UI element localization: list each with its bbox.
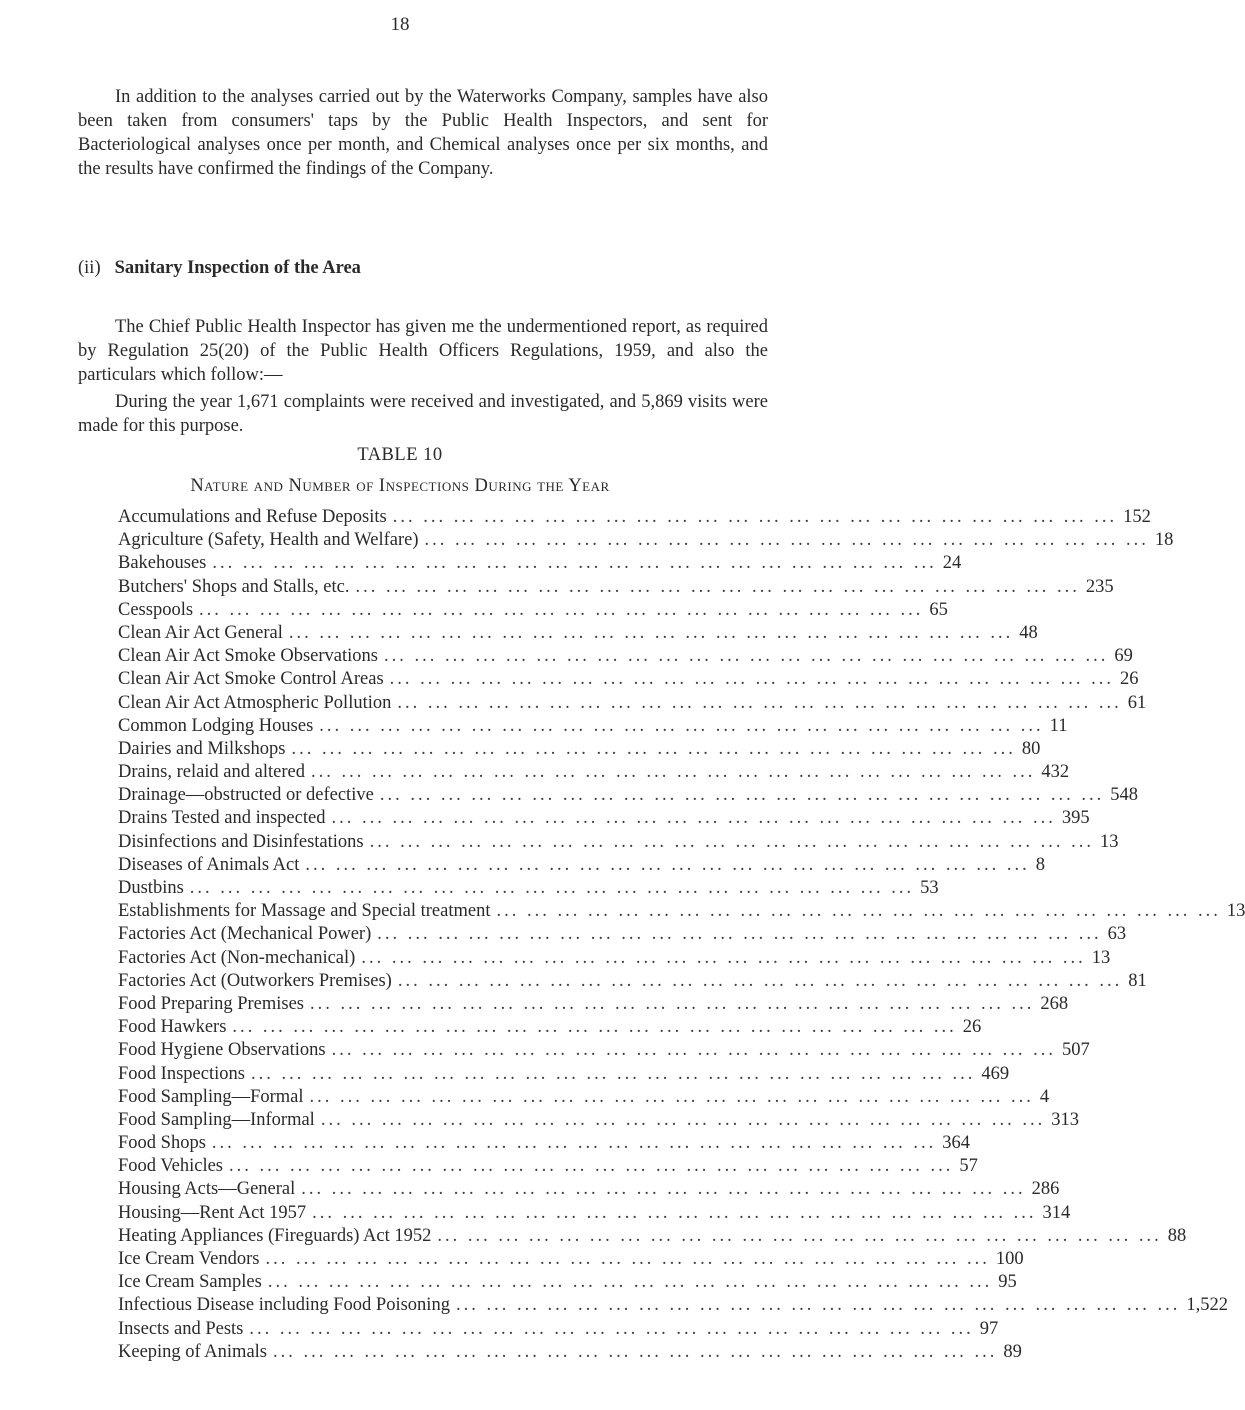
row-value: 63 bbox=[1107, 924, 1127, 945]
row-label: Clean Air Act Smoke Observations bbox=[118, 646, 378, 667]
dot-leader: ... ... ... ... ... ... ... ... ... ... ... ... ... ... ... ... ... ... ... ... ... ... ... ... bbox=[455, 1295, 1181, 1316]
dot-leader: ... ... ... ... ... ... ... ... ... ... ... ... ... ... ... ... ... ... ... ... ... ... ... ... bbox=[377, 924, 1102, 945]
complaints-paragraph: During the year 1,671 complaints were received and investigated, and 5,869 visits were made for this purpose. bbox=[78, 392, 768, 436]
inspections-table bbox=[118, 506, 1245, 1364]
table-row bbox=[118, 923, 1127, 946]
row-value: 268 bbox=[1040, 993, 1069, 1014]
table-row bbox=[118, 1063, 1010, 1086]
table-row bbox=[118, 1039, 1090, 1062]
table-row bbox=[118, 1109, 1079, 1132]
row-value: 81 bbox=[1128, 970, 1147, 991]
row-label: Bakehouses bbox=[118, 553, 207, 574]
table-row bbox=[118, 529, 1174, 552]
row-label: Establishments for Massage and Special treatment bbox=[118, 901, 491, 922]
table-row bbox=[118, 1341, 1022, 1364]
table-row bbox=[118, 1225, 1187, 1248]
row-label: Housing Acts—General bbox=[118, 1179, 296, 1200]
row-label: Heating Appliances (Fireguards) Act 1952 bbox=[118, 1225, 432, 1246]
row-value: 286 bbox=[1031, 1179, 1060, 1200]
row-value: 57 bbox=[959, 1156, 978, 1177]
dot-leader: ... ... ... ... ... ... ... ... ... ... ... ... ... ... ... ... ... ... ... ... ... ... ... ... bbox=[384, 646, 1109, 667]
row-label: Housing—Rent Act 1957 bbox=[118, 1202, 307, 1223]
row-label: Keeping of Animals bbox=[118, 1341, 268, 1362]
dot-leader: ... ... ... ... ... ... ... ... ... ... ... ... ... ... ... ... ... ... ... ... ... ... ... ... bbox=[249, 1318, 974, 1339]
dot-leader: ... ... ... ... ... ... ... ... ... ... ... ... ... ... ... ... ... ... ... ... ... ... ... ... bbox=[309, 1086, 1034, 1107]
row-label: Factories Act (Outworkers Premises) bbox=[118, 970, 392, 991]
dot-leader: ... ... ... ... ... ... ... ... ... ... ... ... ... ... ... ... ... ... ... ... ... ... ... ... bbox=[397, 692, 1122, 713]
dot-leader: ... ... ... ... ... ... ... ... ... ... ... ... ... ... ... ... ... ... ... ... ... ... ... ... bbox=[229, 1156, 954, 1177]
row-value: 507 bbox=[1061, 1040, 1090, 1061]
row-label: Clean Air Act General bbox=[118, 622, 283, 643]
dot-leader: ... ... ... ... ... ... ... ... ... ... ... ... ... ... ... ... ... ... ... ... ... ... ... ... bbox=[392, 507, 1118, 527]
dot-leader: ... ... ... ... ... ... ... ... ... ... ... ... ... ... ... ... ... ... ... ... ... ... ... ... bbox=[273, 1341, 998, 1362]
dot-leader: ... ... ... ... ... ... ... ... ... ... ... ... ... ... ... ... ... ... ... ... ... ... ... ... bbox=[189, 878, 915, 898]
row-value: 80 bbox=[1021, 738, 1041, 759]
table-row bbox=[118, 1202, 1071, 1225]
table-row bbox=[118, 1248, 1024, 1271]
dot-leader: ... ... ... ... ... ... ... ... ... ... ... ... ... ... ... ... ... ... ... ... ... ... ... ... bbox=[291, 738, 1016, 759]
table-row bbox=[118, 831, 1119, 854]
row-value: 24 bbox=[942, 553, 962, 574]
dot-leader: ... ... ... ... ... ... ... ... ... ... ... ... ... ... ... ... ... ... ... ... ... ... ... ... bbox=[232, 1017, 957, 1038]
table-row bbox=[118, 1155, 978, 1178]
row-label: Accumulations and Refuse Deposits bbox=[118, 507, 387, 527]
table-row bbox=[118, 947, 1111, 970]
dot-leader: ... ... ... ... ... ... ... ... ... ... ... ... ... ... ... ... ... ... ... ... ... ... ... ... bbox=[379, 785, 1105, 806]
intro-paragraph: In addition to the analyses carried out by the Waterworks Company, samples have also been taken from consumers' taps by the Public Health Inspectors, and sent for Bacteriological analyses once per month, and Chemical analyses once per six months, and the results have confirmed the findings of the Company. bbox=[78, 87, 768, 179]
row-value: 235 bbox=[1085, 576, 1114, 597]
dot-leader: ... ... ... ... ... ... ... ... ... ... ... ... ... ... ... ... ... ... ... ... ... ... ... ... bbox=[267, 1272, 993, 1293]
table-row bbox=[118, 1178, 1060, 1201]
row-label: Food Sampling—Informal bbox=[118, 1109, 315, 1130]
table-row bbox=[118, 506, 1151, 529]
row-label: Agriculture (Safety, Health and Welfare) bbox=[118, 530, 419, 551]
table-row bbox=[118, 1271, 1017, 1294]
table-row bbox=[118, 970, 1147, 993]
dot-leader: ... ... ... ... ... ... ... ... ... ... ... ... ... ... ... ... ... ... ... ... ... ... ... ... bbox=[369, 831, 1094, 852]
row-value: 88 bbox=[1167, 1225, 1187, 1246]
row-label: Ice Cream Samples bbox=[118, 1272, 262, 1293]
table-caption: Nature and Number of Inspections During the Year bbox=[190, 476, 610, 496]
row-label: Infectious Disease including Food Poisoning bbox=[118, 1295, 450, 1316]
row-label: Cesspools bbox=[118, 599, 194, 620]
row-value: 395 bbox=[1061, 808, 1090, 829]
row-value: 1,522 bbox=[1186, 1295, 1228, 1316]
row-value: 13 bbox=[1091, 947, 1111, 968]
row-label: Factories Act (Non-mechanical) bbox=[118, 947, 356, 968]
row-value: 61 bbox=[1127, 692, 1147, 713]
row-label: Drains Tested and inspected bbox=[118, 808, 326, 829]
table-row bbox=[118, 576, 1114, 599]
row-value: 364 bbox=[942, 1133, 971, 1154]
table-row bbox=[118, 715, 1068, 738]
row-label: Food Sampling—Formal bbox=[118, 1086, 304, 1107]
row-label: Dustbins bbox=[118, 878, 184, 898]
table-row bbox=[118, 784, 1138, 807]
dot-leader: ... ... ... ... ... ... ... ... ... ... ... ... ... ... ... ... ... ... ... ... ... ... ... ... bbox=[265, 1249, 990, 1269]
table-row bbox=[118, 1132, 971, 1155]
row-value: 26 bbox=[962, 1017, 982, 1038]
table-row bbox=[118, 854, 1046, 877]
row-value: 13 bbox=[1226, 901, 1245, 922]
row-value: 8 bbox=[1035, 854, 1046, 875]
dot-leader: ... ... ... ... ... ... ... ... ... ... ... ... ... ... ... ... ... ... ... ... ... ... ... ... bbox=[288, 622, 1014, 643]
row-label: Food Inspections bbox=[118, 1063, 245, 1084]
page-number: 18 bbox=[390, 14, 410, 35]
row-label: Food Hawkers bbox=[118, 1017, 227, 1038]
row-label: Common Lodging Houses bbox=[118, 715, 314, 736]
table-row bbox=[118, 645, 1133, 668]
table-row bbox=[118, 599, 948, 622]
section-heading bbox=[78, 258, 361, 279]
dot-leader: ... ... ... ... ... ... ... ... ... ... ... ... ... ... ... ... ... ... ... ... ... ... ... ... bbox=[310, 993, 1035, 1014]
row-value: 18 bbox=[1154, 530, 1174, 551]
row-label: Food Vehicles bbox=[118, 1156, 224, 1177]
row-value: 314 bbox=[1042, 1202, 1071, 1223]
table-title: TABLE 10 bbox=[357, 445, 443, 465]
dot-leader: ... ... ... ... ... ... ... ... ... ... ... ... ... ... ... ... ... ... ... ... ... ... ... ... bbox=[355, 576, 1080, 597]
row-label: Dairies and Milkshops bbox=[118, 738, 286, 759]
dot-leader: ... ... ... ... ... ... ... ... ... ... ... ... ... ... ... ... ... ... ... ... ... ... ... ... bbox=[211, 1133, 937, 1154]
row-label: Drainage—obstructed or defective bbox=[118, 785, 374, 806]
row-label: Ice Cream Vendors bbox=[118, 1249, 260, 1269]
row-label: Disinfections and Disinfestations bbox=[118, 831, 364, 852]
dot-leader: ... ... ... ... ... ... ... ... ... ... ... ... ... ... ... ... ... ... ... ... ... ... ... ... bbox=[437, 1225, 1162, 1246]
row-label: Food Hygiene Observations bbox=[118, 1040, 326, 1061]
row-value: 11 bbox=[1049, 715, 1068, 736]
row-value: 48 bbox=[1019, 622, 1038, 643]
dot-leader: ... ... ... ... ... ... ... ... ... ... ... ... ... ... ... ... ... ... ... ... ... ... ... ... bbox=[389, 669, 1115, 690]
dot-leader: ... ... ... ... ... ... ... ... ... ... ... ... ... ... ... ... ... ... ... ... ... ... ... ... bbox=[212, 553, 937, 574]
dot-leader: ... ... ... ... ... ... ... ... ... ... ... ... ... ... ... ... ... ... ... ... ... ... ... ... bbox=[424, 530, 1149, 551]
row-label: Food Preparing Premises bbox=[118, 993, 305, 1014]
row-value: 13 bbox=[1099, 831, 1119, 852]
table-row bbox=[118, 1016, 982, 1039]
dot-leader: ... ... ... ... ... ... ... ... ... ... ... ... ... ... ... ... ... ... ... ... ... ... ... ... bbox=[319, 715, 1044, 736]
dot-leader: ... ... ... ... ... ... ... ... ... ... ... ... ... ... ... ... ... ... ... ... ... ... ... ... bbox=[301, 1179, 1026, 1200]
row-label: Food Shops bbox=[118, 1133, 206, 1154]
row-label: Clean Air Act Smoke Control Areas bbox=[118, 669, 384, 690]
table-row bbox=[118, 692, 1147, 715]
row-value: 53 bbox=[920, 878, 939, 898]
row-label: Butchers' Shops and Stalls, etc. bbox=[118, 576, 350, 597]
row-value: 97 bbox=[979, 1318, 999, 1339]
row-label: Factories Act (Mechanical Power) bbox=[118, 924, 372, 945]
row-value: 95 bbox=[998, 1272, 1017, 1293]
row-value: 4 bbox=[1039, 1086, 1050, 1107]
row-label: Clean Air Act Atmospheric Pollution bbox=[118, 692, 392, 713]
row-label: Insects and Pests bbox=[118, 1318, 244, 1339]
table-row bbox=[118, 668, 1139, 691]
table-row bbox=[118, 900, 1245, 923]
dot-leader: ... ... ... ... ... ... ... ... ... ... ... ... ... ... ... ... ... ... ... ... ... ... ... ... bbox=[331, 1040, 1056, 1061]
table-row bbox=[118, 1318, 999, 1341]
table-row bbox=[118, 738, 1041, 761]
dot-leader: ... ... ... ... ... ... ... ... ... ... ... ... ... ... ... ... ... ... ... ... ... ... ... ... bbox=[199, 599, 924, 620]
section-number: (ii) bbox=[78, 258, 101, 278]
dot-leader: ... ... ... ... ... ... ... ... ... ... ... ... ... ... ... ... ... ... ... ... ... ... ... ... bbox=[250, 1063, 976, 1084]
table-row bbox=[118, 807, 1090, 830]
row-label: Drains, relaid and altered bbox=[118, 762, 305, 783]
table-row bbox=[118, 761, 1070, 784]
table-row bbox=[118, 622, 1038, 645]
dot-leader: ... ... ... ... ... ... ... ... ... ... ... ... ... ... ... ... ... ... ... ... ... ... ... ... bbox=[496, 901, 1221, 922]
row-value: 152 bbox=[1123, 507, 1151, 527]
row-value: 65 bbox=[929, 599, 948, 620]
row-value: 548 bbox=[1110, 785, 1138, 806]
dot-leader: ... ... ... ... ... ... ... ... ... ... ... ... ... ... ... ... ... ... ... ... ... ... ... ... bbox=[361, 947, 1086, 968]
table-row bbox=[118, 993, 1069, 1016]
dot-leader: ... ... ... ... ... ... ... ... ... ... ... ... ... ... ... ... ... ... ... ... ... ... ... ... bbox=[397, 970, 1123, 991]
table-row bbox=[118, 552, 962, 575]
report-paragraph: The Chief Public Health Inspector has given me the undermentioned report, as required by Regulation 25(20) of the Public Health Officers Regulations, 1959, and also the particulars which follow:— bbox=[78, 317, 768, 385]
row-value: 69 bbox=[1114, 646, 1133, 667]
row-value: 26 bbox=[1120, 669, 1139, 690]
dot-leader: ... ... ... ... ... ... ... ... ... ... ... ... ... ... ... ... ... ... ... ... ... ... ... ... bbox=[305, 854, 1030, 875]
row-label: Diseases of Animals Act bbox=[118, 854, 300, 875]
dot-leader: ... ... ... ... ... ... ... ... ... ... ... ... ... ... ... ... ... ... ... ... ... ... ... ... bbox=[320, 1109, 1046, 1130]
dot-leader: ... ... ... ... ... ... ... ... ... ... ... ... ... ... ... ... ... ... ... ... ... ... ... ... bbox=[310, 762, 1036, 783]
dot-leader: ... ... ... ... ... ... ... ... ... ... ... ... ... ... ... ... ... ... ... ... ... ... ... ... bbox=[312, 1202, 1037, 1223]
row-value: 469 bbox=[981, 1063, 1010, 1084]
row-value: 432 bbox=[1041, 762, 1070, 783]
table-row bbox=[118, 1294, 1228, 1317]
row-value: 313 bbox=[1051, 1109, 1079, 1130]
table-row bbox=[118, 877, 939, 900]
section-title: Sanitary Inspection of the Area bbox=[114, 258, 361, 278]
row-value: 100 bbox=[995, 1249, 1024, 1269]
table-row bbox=[118, 1086, 1050, 1109]
row-value: 89 bbox=[1003, 1341, 1022, 1362]
dot-leader: ... ... ... ... ... ... ... ... ... ... ... ... ... ... ... ... ... ... ... ... ... ... ... ... bbox=[331, 808, 1056, 829]
